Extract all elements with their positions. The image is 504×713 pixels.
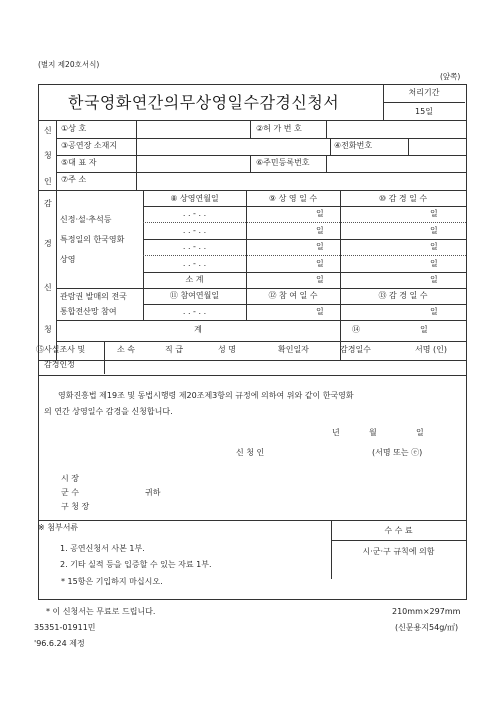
- date-cell[interactable]: . . - . .: [182, 226, 207, 235]
- reduction-side-2: 경: [44, 239, 52, 248]
- date-cell[interactable]: . . - . .: [182, 259, 207, 268]
- total-day-unit: 일: [420, 325, 428, 334]
- resident-no-input[interactable]: [327, 156, 463, 171]
- day-unit: 일: [430, 242, 438, 251]
- day-unit: 일: [430, 259, 438, 268]
- footer-paper-size: 210mm×297mm: [392, 607, 461, 616]
- col-participation-reduction: ⑬ 감 경 일 수: [378, 291, 428, 300]
- row-label-holiday-1: 신정·설·추석등: [60, 215, 112, 224]
- address-input[interactable]: [137, 173, 463, 189]
- fee-label: 수 수 료: [384, 526, 413, 535]
- day-unit: 일: [430, 226, 438, 235]
- attachment-item-2: 2. 기타 실적 등을 입증할 수 있는 자료 1부.: [60, 560, 212, 569]
- recipient-district: 구 청 장: [61, 502, 90, 511]
- applicant-sign-label: 신 청 인: [236, 448, 265, 457]
- reduction-side-4: 청: [44, 325, 52, 334]
- page-side-label: (앞쪽): [440, 72, 461, 81]
- field-venue-address: ③공연장 소재지: [61, 141, 118, 150]
- field-resident-no: ⑥주민등록번호: [256, 158, 310, 167]
- day-unit: 일: [316, 209, 324, 218]
- field-address: ⑦주 소: [61, 175, 87, 184]
- field-trade-name: ①상 호: [61, 124, 87, 133]
- day-unit: 일: [316, 226, 324, 235]
- row-label-holiday-2: 특정일의 한국영화: [60, 235, 125, 244]
- footer-paper-type: (신문용지54g/㎡): [395, 623, 459, 632]
- attachment-note: * 15항은 기입하지 마십시오.: [61, 577, 163, 586]
- inspection-label-1: ⑮사실조사 및: [36, 345, 86, 354]
- footer-code: 35351-01911민: [34, 623, 96, 632]
- day-unit: 일: [430, 307, 438, 316]
- venue-address-input[interactable]: [137, 139, 328, 154]
- field-permit-no: ②허 가 번 호: [256, 124, 302, 133]
- col-screening-days: ⑨ 상 영 일 수: [268, 194, 318, 203]
- col-rank: 직 급: [165, 345, 183, 354]
- permit-no-input[interactable]: [327, 121, 463, 136]
- inspection-label-2: 감경인정: [44, 360, 75, 369]
- day-unit: 일: [316, 242, 324, 251]
- recipient-county: 군 수: [61, 488, 79, 497]
- recipient-mayor: 시 장: [61, 474, 79, 483]
- col-signature: 서명 (인): [415, 345, 447, 354]
- pt-label-1: 관람권 발매의 전국: [60, 292, 127, 301]
- col-participation-date: ⑪ 참여연월일: [169, 291, 220, 300]
- date-year[interactable]: 년: [332, 428, 340, 437]
- recipient-honorific: 귀하: [145, 488, 161, 497]
- representative-input[interactable]: [137, 156, 248, 171]
- attachment-item-1: 1. 공연신청서 사본 1부.: [60, 544, 145, 553]
- col-participation-days: ⑫ 참 여 일 수: [268, 291, 318, 300]
- attachments-title: ※ 첨부서류: [38, 523, 79, 532]
- applicant-signature[interactable]: (서명 또는 ⓔ): [372, 448, 423, 457]
- col-reduction-days: ⑩ 감 경 일 수: [378, 194, 428, 203]
- day-unit: 일: [430, 209, 438, 218]
- row-label-holiday-3: 상영: [60, 255, 76, 264]
- day-unit: 일: [430, 275, 438, 284]
- col-reduced-days: 감경일수: [340, 345, 371, 354]
- total-label: 계: [194, 325, 202, 334]
- day-unit: 일: [316, 275, 324, 284]
- col-name: 성 명: [218, 345, 236, 354]
- fee-value: 시·군·구 규칙에 의함: [362, 547, 435, 556]
- day-unit: 일: [316, 307, 324, 316]
- form-title: 한국영화연간의무상영일수감경신청서: [68, 93, 340, 112]
- date-cell[interactable]: . . - . .: [182, 307, 207, 316]
- col-screening-date: ⑧ 상영연월일: [170, 194, 219, 203]
- col-dept: 소 속: [117, 345, 135, 354]
- day-unit: 일: [316, 259, 324, 268]
- phone-input[interactable]: [409, 139, 463, 154]
- reduction-side-3: 신: [44, 283, 52, 292]
- field-phone: ④전화번호: [334, 141, 373, 150]
- date-month[interactable]: 월: [369, 428, 377, 437]
- date-cell[interactable]: . . - . .: [182, 209, 207, 218]
- date-cell[interactable]: . . - . .: [182, 242, 207, 251]
- date-day[interactable]: 일: [416, 428, 424, 437]
- applicant-side-1: 신: [44, 126, 52, 135]
- reduction-side-1: 감: [44, 199, 52, 208]
- subtotal-label: 소 계: [185, 275, 204, 284]
- footer-free-notice: * 이 신청서는 무료로 드립니다.: [46, 607, 156, 616]
- processing-label: 처리기간: [408, 88, 440, 97]
- col-confirm-date: 확인일자: [278, 345, 309, 354]
- applicant-side-3: 인: [44, 177, 52, 186]
- form-number: (별지 제20호서식): [38, 60, 100, 69]
- applicant-side-2: 청: [44, 151, 52, 160]
- total-marker: ⑭: [352, 325, 360, 334]
- footer-enacted: '96.6.24 제정: [34, 639, 85, 648]
- statement-line-1: 영화진흥법 제19조 및 동법시행령 제20조제3항의 규정에 의하여 위와 같이 한국영화: [58, 391, 354, 400]
- statement-line-2: 의 연간 상영일수 감경을 신청합니다.: [44, 407, 173, 416]
- field-representative: ⑤대 표 자: [61, 158, 97, 167]
- pt-label-2: 통합전산망 참여: [60, 307, 117, 316]
- trade-name-input[interactable]: [137, 121, 248, 136]
- processing-value: 15일: [415, 107, 433, 116]
